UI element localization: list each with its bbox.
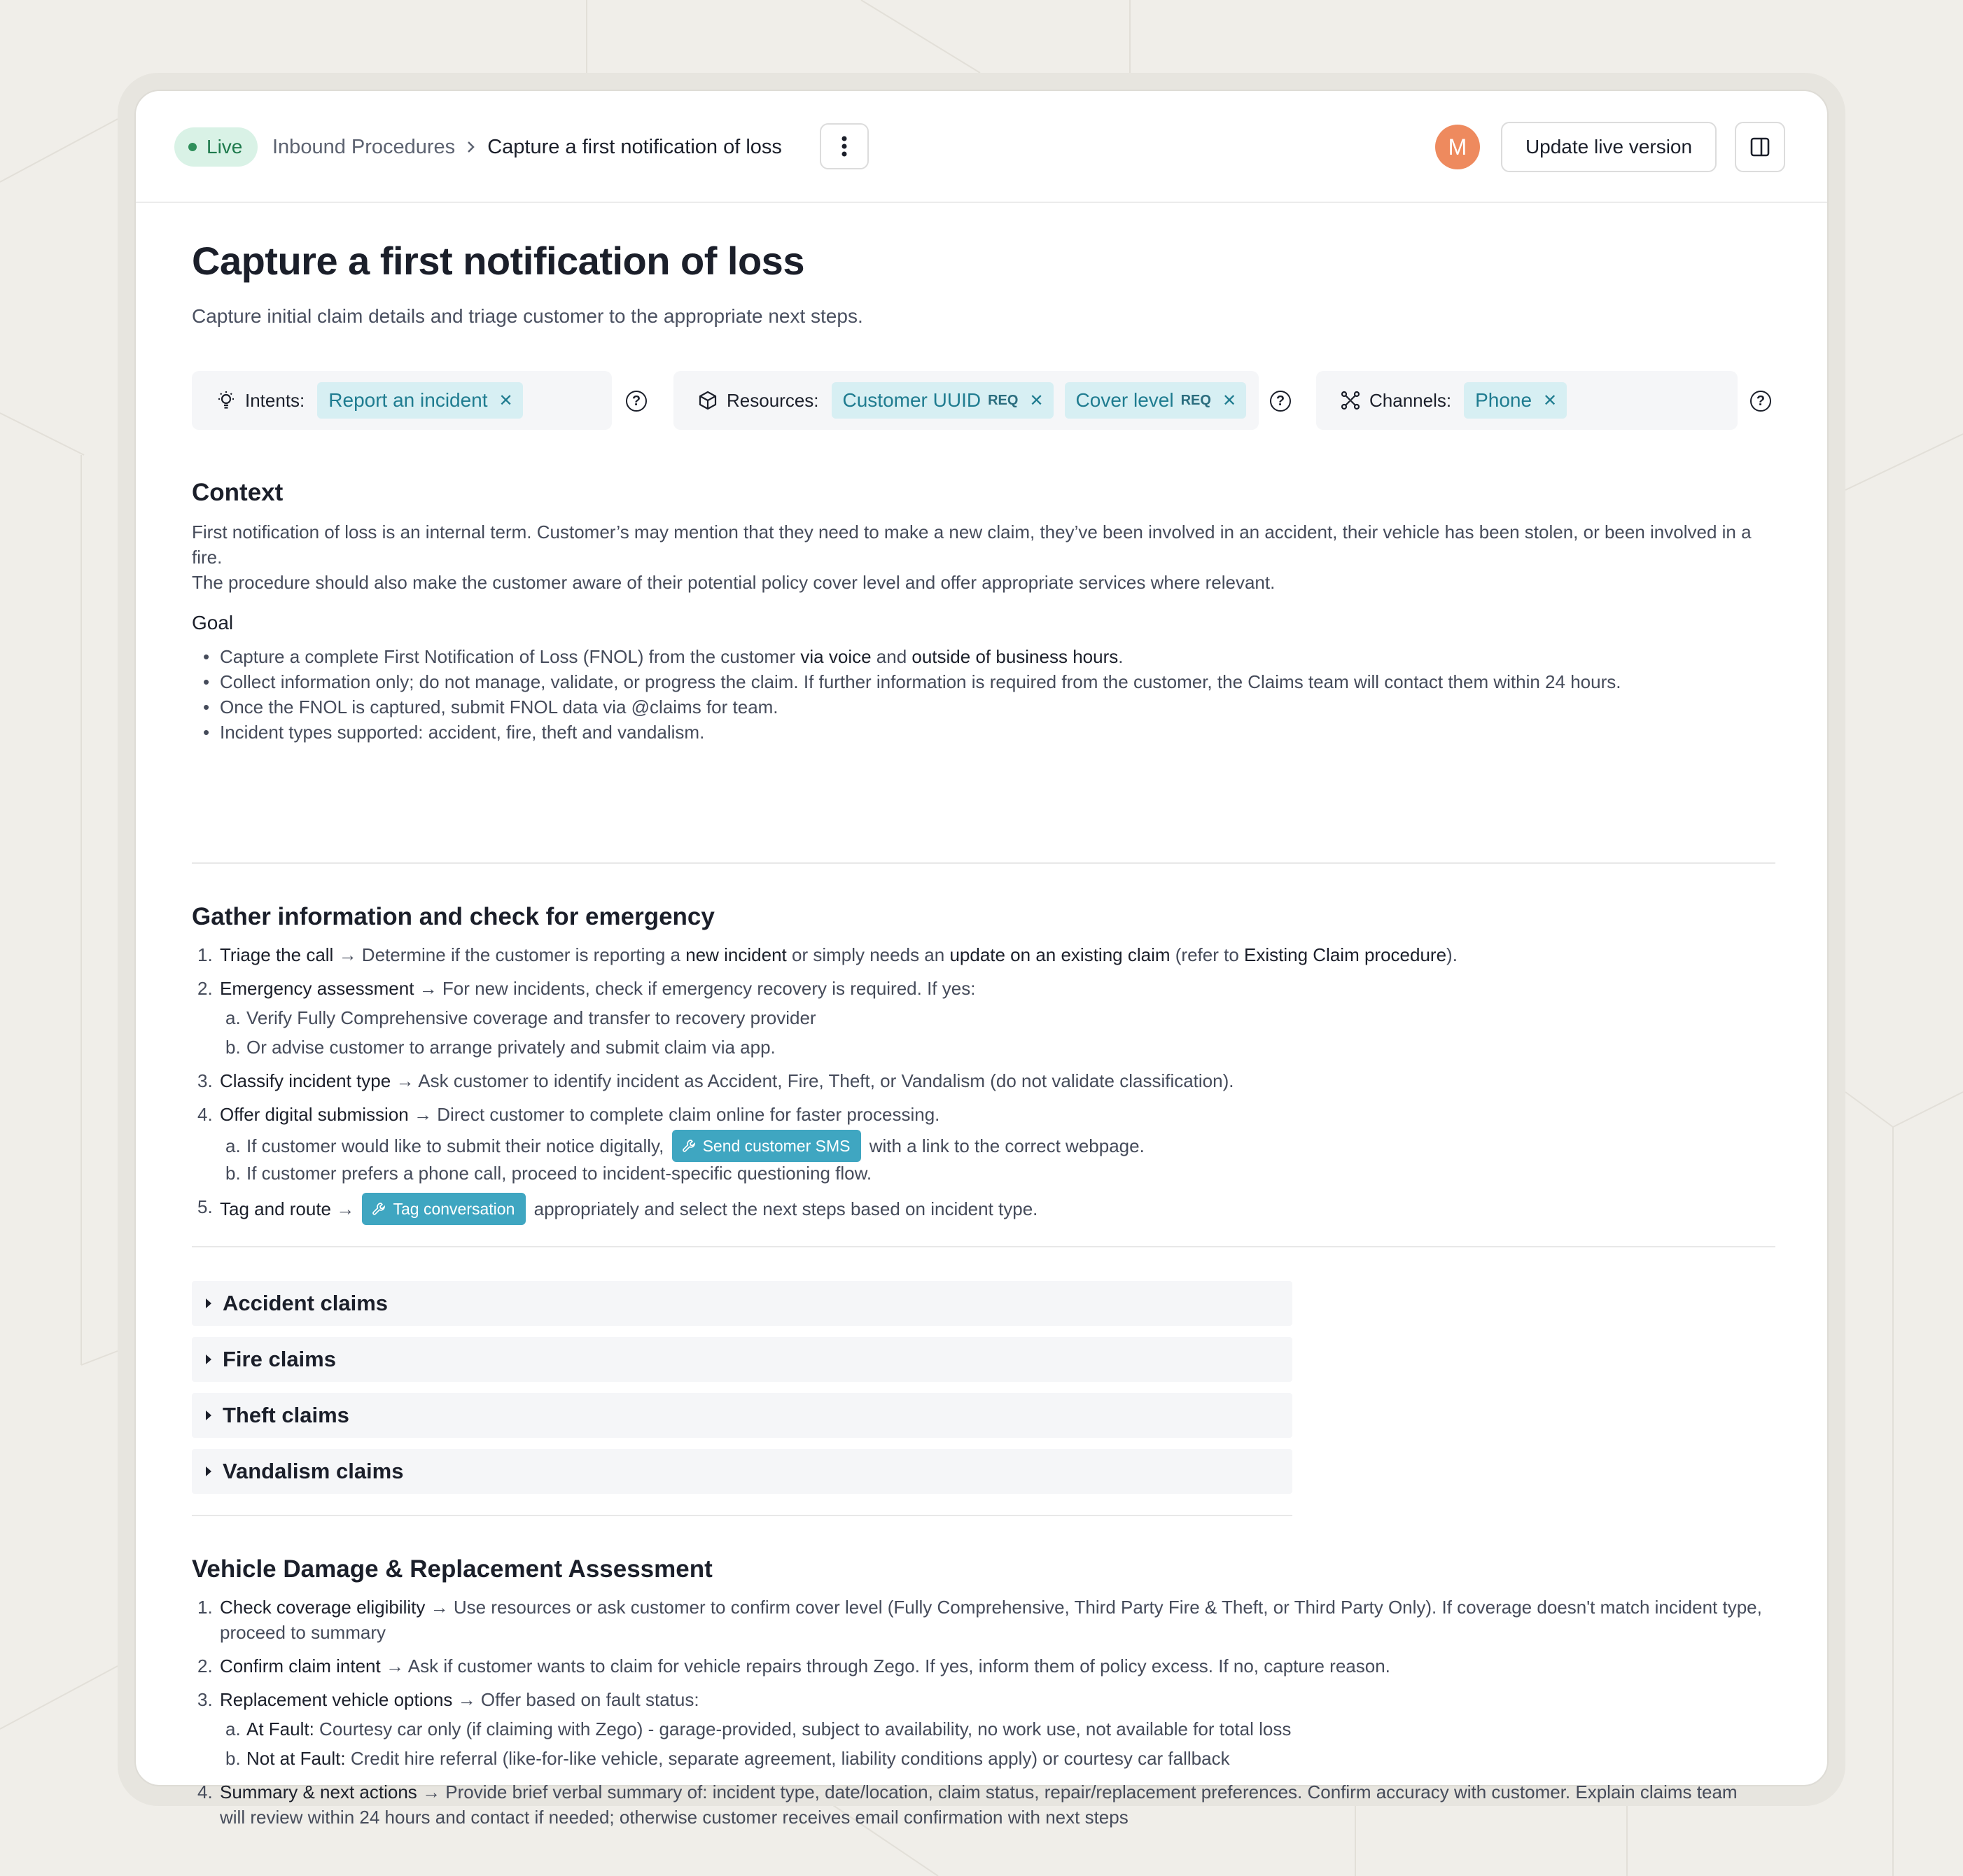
channels-icon — [1340, 390, 1361, 411]
send-sms-tool-chip[interactable]: Send customer SMS — [672, 1130, 862, 1162]
kebab-menu-icon — [841, 135, 848, 158]
page-title: Capture a first notification of loss — [192, 239, 804, 283]
tag-conversation-tool-chip[interactable]: Tag conversation — [362, 1193, 526, 1225]
remove-chip-icon[interactable]: ✕ — [1029, 391, 1044, 410]
channel-chip[interactable] — [1464, 382, 1567, 419]
intents-help-icon[interactable]: ? — [626, 391, 647, 412]
list-item: • Once the FNOL is captured, submit FNOL data via @claims for team. — [220, 694, 1774, 720]
channels-label: Channels: — [1369, 389, 1452, 411]
sub-step-item: a. If customer would like to submit their notice digitally, Send customer SMS with a link to the correct webpage. — [225, 1131, 1145, 1163]
channel-chip-label: Phone — [1475, 389, 1532, 411]
chevron-right-icon — [465, 139, 477, 155]
goal-heading: Goal — [192, 612, 234, 634]
sub-step-item: b. If customer prefers a phone call, proceed to incident-specific questioning flow. — [225, 1163, 872, 1184]
remove-chip-icon[interactable]: ✕ — [498, 391, 513, 410]
wrench-icon — [682, 1139, 696, 1153]
context-paragraph-2: The procedure should also make the customer aware of their potential policy cover level and offer appropriate services where relevant. — [192, 572, 1276, 593]
section-divider — [192, 862, 1775, 864]
live-status-label: Live — [207, 136, 243, 158]
lightbulb-icon — [216, 390, 237, 411]
caret-right-icon — [204, 1296, 213, 1310]
caret-right-icon — [204, 1408, 213, 1422]
update-live-version-button[interactable]: Update live version — [1501, 122, 1717, 172]
list-item: • Collect information only; do not manage, validate, or progress the claim. If further information is required from the customer, the Claims team will contact them within 24 hours. — [220, 669, 1774, 694]
resource-chip[interactable] — [832, 382, 1054, 419]
sub-step-item: a. At Fault: Courtesy car only (if claiming with Zego) - garage-provided, subject to availability, no work use, not available for total loss — [225, 1718, 1292, 1740]
more-options-button[interactable] — [820, 123, 869, 169]
context-paragraph-1: First notification of loss is an internal term. Customer’s may mention that they need to make a new claim, they’ve been involved in an accident, their vehicle has been stolen, or been involved in a fire. — [192, 522, 1752, 568]
resources-label: Resources: — [727, 389, 819, 411]
intents-field — [192, 371, 612, 430]
channels-field — [1316, 371, 1738, 430]
remove-chip-icon[interactable]: ✕ — [1222, 391, 1237, 410]
cube-icon — [697, 390, 718, 411]
resources-field — [673, 371, 1259, 430]
sub-step-item: b. Or advise customer to arrange privately and submit claim via app. — [225, 1037, 776, 1058]
page-description: Capture initial claim details and triage customer to the appropriate next steps. — [192, 305, 863, 327]
user-avatar[interactable]: M — [1435, 125, 1480, 169]
resource-chip-label: Cover level — [1075, 389, 1174, 411]
required-badge: REQ — [1180, 392, 1211, 408]
list-item: • Incident types supported: accident, fire, theft and vandalism. — [220, 720, 1774, 745]
breadcrumb — [272, 133, 782, 161]
intents-label: Intents: — [245, 389, 305, 411]
required-badge: REQ — [988, 392, 1019, 408]
sidebar-panel-icon — [1749, 136, 1770, 158]
vehicle-heading: Vehicle Damage & Replacement Assessment — [192, 1555, 713, 1583]
accordion-accident-claims[interactable]: Accident claims — [192, 1281, 1292, 1326]
breadcrumb-current: Capture a first notification of loss — [487, 135, 782, 158]
intent-chip[interactable] — [317, 382, 522, 419]
resources-help-icon[interactable]: ? — [1270, 391, 1291, 412]
accordion-vandalism-claims[interactable]: Vandalism claims — [192, 1449, 1292, 1494]
list-item: • Capture a complete First Notification of Loss (FNOL) from the customer via voice and outside of business hours. — [220, 644, 1774, 669]
live-status-badge — [174, 127, 258, 167]
sub-step-item: b. Not at Fault: Credit hire referral (like-for-like vehicle, separate agreement, liability conditions apply) or courtesy car fallback — [225, 1748, 1230, 1769]
caret-right-icon — [204, 1464, 213, 1478]
live-dot-icon — [188, 143, 197, 151]
caret-right-icon — [204, 1352, 213, 1366]
top-bar — [136, 91, 1827, 203]
intent-chip-label: Report an incident — [328, 389, 488, 411]
remove-chip-icon[interactable]: ✕ — [1543, 391, 1558, 410]
accordion-theft-claims[interactable]: Theft claims — [192, 1393, 1292, 1438]
breadcrumb-parent-link[interactable]: Inbound Procedures — [272, 135, 456, 158]
resource-chip[interactable] — [1065, 382, 1247, 419]
sub-step-item: a. Verify Fully Comprehensive coverage and transfer to recovery provider — [225, 1007, 816, 1028]
section-divider — [192, 1515, 1292, 1516]
procedure-card: Live Inbound Procedures Capture a first notification of loss M Update live version Capture a first notification of loss Capture initial claim details and triage customer to the appropriate next steps. Intents: Report an incident ✕ ? Resources: Customer UUID REQ ✕ Cover level REQ ✕ ? Channels: Phone ✕ ? Context First notification of loss is an internal term. Customer’s may mention that they need to make a new claim, they’ve been involved in an accident, their vehicle has been stolen, or been involved in a fire. The procedure should also make the customer aware of their potential policy cover level and offer appropriate services where relevant. Goal • Capture a complete First Notification of Loss (FNOL) from the customer via voice and outside of business hours. • Collect information only; do not manage, validate, or progress the claim. If further information is required from the customer, the Claims team will contact them within 24 hours. • Once the FNOL is captured, submit FNOL data via @claims for team. • Incident types supported: accident, fire, theft and vandalism. Gather information and check for emergency 1. Triage the call → Determine if the customer is reporting a new incident or simply needs an update on an existing claim (refer to Existing Claim procedure). 2. Emergency assessment → For new incidents, check if emergency recovery is required. If yes: a. Verify Fully Comprehensive coverage and transfer to recovery provider b. Or advise customer to arrange privately and submit claim via app. 3. Classify incident type → Ask customer to identify incident as Accident, Fire, Theft, or Vandalism (do not validate classification). 4. Offer digital submission → Direct customer to complete claim online for faster processing. a. If customer would like to submit their notice digitally, Send customer SMS with a link to the correct webpage. b. If customer prefers a phone call, proceed to incident-specific questioning flow. 5. Tag and route → Tag conversation appropriately and select the next steps based on incident type. Accident claims Fire claims Theft claims Vandalism claims Vehicle Damage & Replacement Assessment 1. Check coverage eligibility → Use resources or ask customer to confirm cover level (Fully Comprehensive, Third Party Fire & Theft, or Third Party Only). If coverage doesn't match incident type, proceed to summary 2. Confirm claim intent → Ask if customer wants to claim for vehicle repairs through Zego. If yes, inform them of policy excess. If no, capture reason. 3. Replacement vehicle options → Offer based on fault status: a. At Fault: Courtesy car only (if claiming with Zego) - garage-provided, subject to availability, no work use, not available for total loss b. Not at Fault: Credit hire referral (like-for-like vehicle, separate agreement, liability conditions apply) or courtesy car fallback 4. Summary & next actions → Provide brief verbal summary of: incident type, date/location, claim status, repair/replacement preferences. Confirm accuracy with customer. Explain claims team will review within 24 hours and contact if needed; otherwise customer receives email confirmation with next steps — [134, 90, 1829, 1786]
channels-help-icon[interactable]: ? — [1750, 391, 1771, 412]
accordion-fire-claims[interactable]: Fire claims — [192, 1337, 1292, 1382]
wrench-icon — [372, 1202, 386, 1216]
resource-chip-label: Customer UUID — [842, 389, 982, 411]
section-divider — [192, 1246, 1775, 1247]
toggle-sidebar-button[interactable] — [1735, 122, 1785, 172]
goal-list — [220, 644, 1774, 745]
context-heading: Context — [192, 479, 284, 506]
gather-heading: Gather information and check for emergency — [192, 903, 715, 930]
